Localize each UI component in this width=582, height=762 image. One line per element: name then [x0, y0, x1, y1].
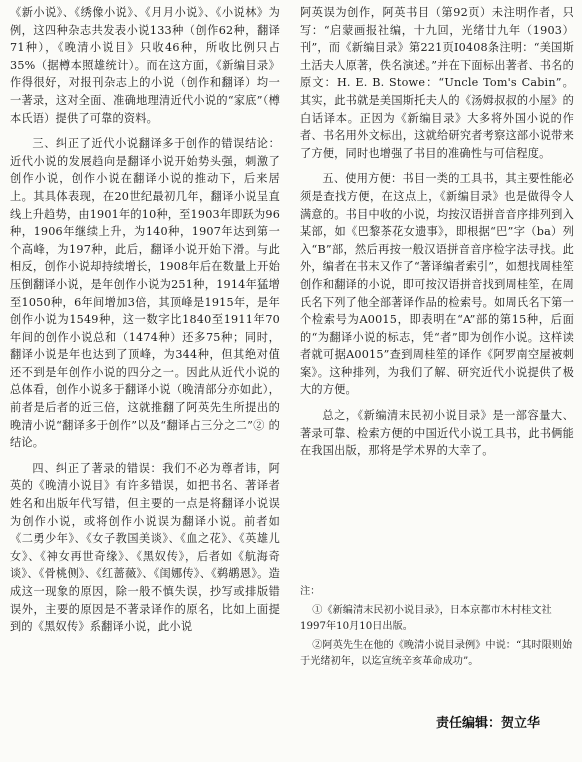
footnote-2: ②阿英先生在他的《晚清小说目录例》中说：“其时限则始于光绪初年，以迄宣统辛亥革命成功”。: [300, 639, 573, 667]
paragraph-point-four: 四、纠正了著录的错误：我们不必为尊者讳，阿英的《晚清小说目》有许多错误，如把书名、著译者姓名和出版年代写错，但主要的一点是将翻译小说误为创作小说，或将创作小说误为翻译小说。前者如《二勇少年》、《女子教国美谈》、《血之花》、《英雄儿女》、《神女再世奇缘》、《黑奴传》，后者如《航海奇谈》、《骨桃侧》、《红蔷薇》、《闺娜传》、《鹈鹕恩》。造成这一现象的原因，除一般不慎失误，抄写或排版错误外，主要的原因是不著录译作的原名，比如上面提到的《黑奴传》系翻译小说，此小说: [10, 461, 280, 634]
left-column: [10, 4, 280, 636]
notes-label: 注：: [300, 586, 321, 597]
paragraph-intro-continuation: 《新小说》、《绣像小说》、《月月小说》、《小说林》为例，这四种杂志共发表小说133种（创作62种，翻译71种），《晚清小说目》只收46种，所收比例只占35%（据樽本照雄统计）。而在这方面，《新编目录》作得很好，对报刊杂志上的小说（创作和翻译）均一一著录，这对全面、准确地理清近代小说的“家底”（樽本氏语）提供了可靠的资料。: [10, 6, 280, 125]
paragraph-point-three: 三、纠正了近代小说翻译多于创作的错误结论：近代小说的发展趋向是翻译小说开始势头强，刺激了创作小说，创作小说在翻译小说的推动下，后来居上。其具体表现，在20世纪最初几年，翻译小说呈直线上升趋势，由1901年的10种，至1903年即跃为96种，1906年继续上升，为140种，1907年达到第一个高峰，为197种，此后，翻译小说开始下滑。与此相反，创作小说却持续增长，1908年后在数量上开始压倒翻译小说，是年创作小说为251种，1914年猛增至1050种，6年间增加3倍，其顶峰是1915年，是年创作小说为1549种，这一数字比1840至1911年70年间的创作小说总和（1474种）还多75种；同时，翻译小说是年也达到了顶峰，为344种，但其绝对值还不到是年创作小说的四分之一。因此从近代小说的总体看，创作小说多于翻译小说（晚清部分亦如此），前者是后者的近三倍，这就推翻了阿英先生所提出的晚清小说“翻译多于创作”以及“翻译占三分之二”② 的结论。: [10, 137, 281, 450]
right-column: [300, 4, 574, 460]
footnote-1: ①《新编清末民初小说目录》，日本京都市木村桂文社1997年10月10日出版。: [300, 604, 552, 632]
paragraph-point-five: 五、使用方便：书目一类的工具书，其主要性能必须是查找方便，在这点上，《新编目录》也是做得令人满意的。书目中收的小说，均按汉语拼音音序排列到入某部，如《巴黎茶花女遗事》，即根据“巴”字（ba）列入“B”部，然后再按一般汉语拼音音序检字法寻找。此外，编者在书末又作了“著译编者索引”，如想找周桂笙创作和翻译的小说，即可按汉语拼音找到周桂笙，在周氏名下列了他全部著译作品的检索号。如周氏名下第一个检索号为A0015，即表明在“A”部的第15种，后面的“为翻译小说的标志，凭“者”即为创作小说。这样读者就可据A0015”查到周桂笙的译作《阿罗南空屋被刺案》。这种排列，为我们了解、研究近代小说提供了极大的方便。: [300, 172, 574, 397]
footnotes: [300, 584, 574, 673]
responsible-editor: 责任编辑：贺立华: [436, 716, 541, 731]
paragraph-conclusion: 总之，《新编清末民初小说目录》是一部容量大、著录可靠、检索方便的中国近代小说工具书，此书俩能在我国出版，那将是学术界的大幸了。: [300, 409, 574, 458]
paragraph-point-four-continuation: 阿英误为创作，阿英书目（第92页）未注明作者，只写：“启蒙画报社编，十九回，光绪廿九年（1903）刊”，而《新编目录》第221页I0408条注明：“美国斯土活夫人原著，佚名演述。”并在下面标出著者、书名的原文：H. E. B. Stowe：“Uncle Tom's Cabin”。其实，此书就是美国斯托夫人的《汤姆叔叔的小屋》的白话译本。正因为《新编目录》大多将外国小说的作者、书名用外文标出，这就给研究者考察这部小说带来了方便，同时也增强了书目的准确性与可信程度。: [300, 6, 574, 160]
